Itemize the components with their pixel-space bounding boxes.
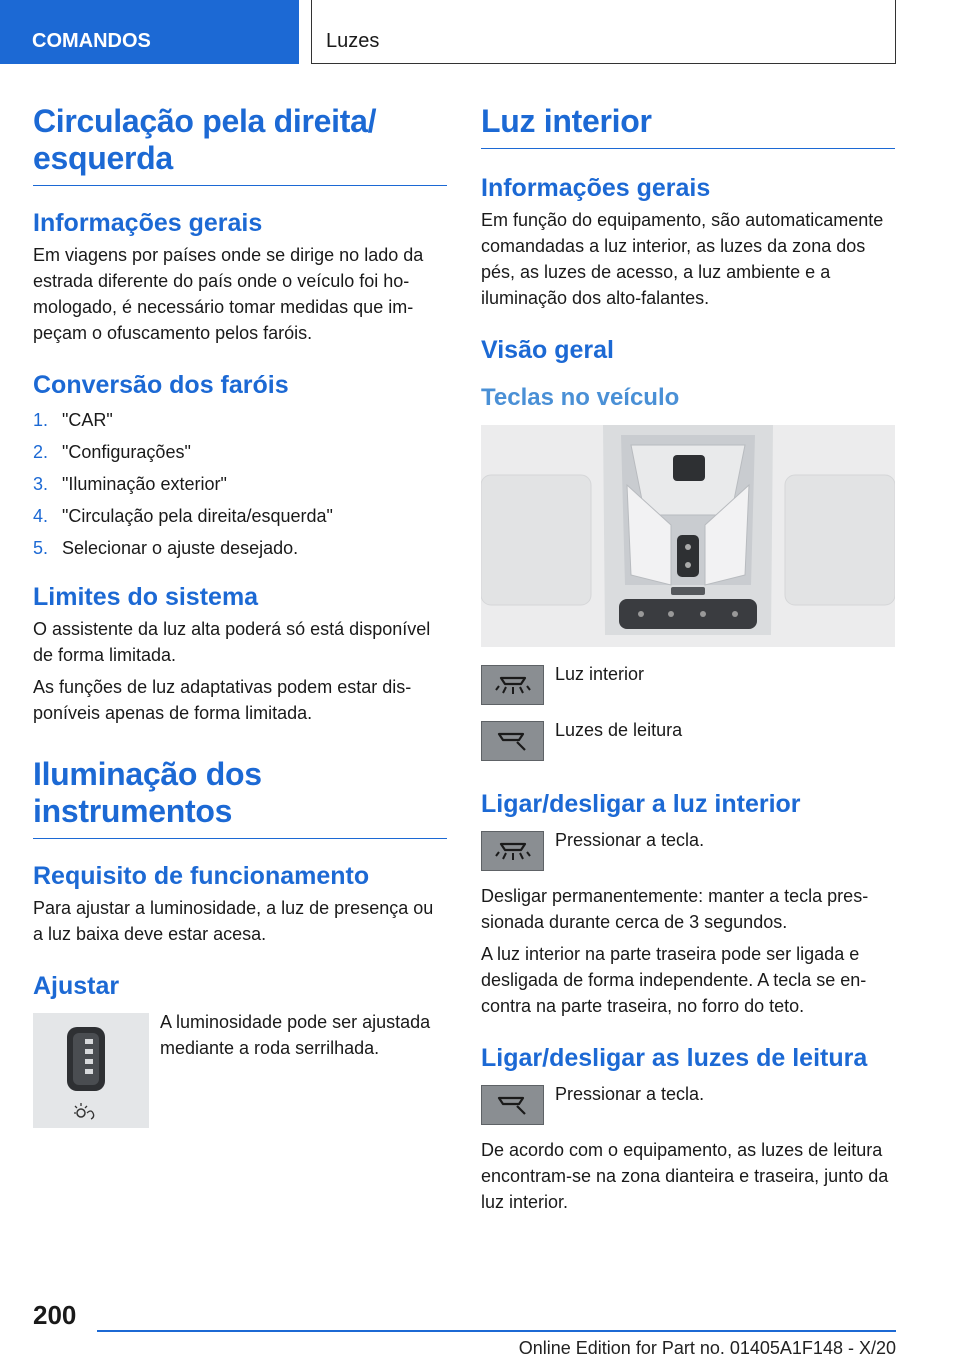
heading-visao-geral: Visão geral — [481, 336, 614, 364]
list-item: 1. "CAR" — [33, 410, 113, 430]
heading-ajustar: Ajustar — [33, 972, 120, 1000]
header-chapter-label: Luzes — [326, 30, 380, 52]
reading-light-key-icon — [481, 1085, 544, 1125]
paragraph-limites-2: As funções de luz adaptativas podem estar disponíveis apenas de forma limitada. — [33, 677, 412, 723]
paragraph-ajustar: A luminosidade pode ser ajustada mediante a roda serrilhada. — [160, 1012, 431, 1058]
heading-conversao: Conversão dos faróis — [33, 371, 289, 399]
ajustar-row — [33, 1013, 447, 1128]
paragraph-traseira: A luz interior na parte traseira pode ser ligada e desligada de forma independente. A tecla se encontra na parte traseira, no forro do teto. — [481, 944, 867, 1016]
press-row-interior — [481, 831, 895, 871]
header-chapter-tab — [311, 0, 896, 64]
heading-ligar-leitura: Ligar/desligar as luzes de leitura — [481, 1044, 868, 1072]
reading-light-key-icon — [481, 721, 544, 761]
header-section-tab — [0, 0, 299, 64]
heading-iluminacao: Iluminação dos instrumentos — [33, 756, 447, 839]
page-number: 200 — [33, 1300, 77, 1330]
footer-edition: Online Edition for Part no. 01405A1F148 - X/20 — [518, 1338, 896, 1358]
heading-teclas: Teclas no veículo — [481, 384, 680, 411]
overhead-console-image — [481, 425, 895, 647]
press-row-leitura — [481, 1085, 895, 1125]
key-row-luzes-leitura — [481, 721, 895, 761]
left-column — [33, 103, 447, 1128]
heading-luz-interior: Luz interior — [481, 103, 895, 149]
list-item: 2. "Configurações" — [33, 442, 191, 462]
heading-circulacao: Circulação pela direita/ esquerda — [33, 103, 447, 186]
brightness-wheel-icon — [33, 1013, 149, 1128]
interior-light-key-icon — [481, 831, 544, 871]
paragraph-acordo: De acordo com o equipamento, as luzes de leitura encontram-se na zona dianteira e traseira, junto da luz interior. — [481, 1140, 889, 1212]
list-item: 5. Selecionar o ajuste desejado. — [33, 538, 299, 558]
heading-informacoes-gerais-right: Informações gerais — [481, 174, 711, 202]
steps-list — [33, 404, 447, 564]
right-column — [481, 103, 895, 1221]
interior-light-key-icon — [481, 665, 544, 705]
heading-informacoes-gerais: Informações gerais — [33, 209, 263, 237]
heading-ligar-interior: Ligar/desligar a luz interior — [481, 790, 801, 818]
list-item: 3. "Iluminação exterior" — [33, 474, 227, 494]
footer-divider — [97, 1330, 896, 1332]
list-item: 4. "Circulação pela direita/esquerda" — [33, 506, 333, 526]
paragraph-informacoes-right: Em função do equipamento, são automaticamente comandadas a luz interior, as luzes da zona dos pés, as luzes de acesso, a luz ambiente e a iluminação dos alto-falantes. — [481, 210, 884, 308]
heading-limites: Limites do sistema — [33, 583, 259, 611]
key-row-luz-interior — [481, 665, 895, 705]
heading-requisito: Requisito de funcionamento — [33, 862, 370, 890]
header-section-label: COMANDOS — [32, 30, 151, 52]
key-label-luzes-leitura: Luzes de leitura — [555, 720, 683, 740]
paragraph-pressionar-1: Pressionar a tecla. — [555, 830, 705, 850]
paragraph-requisito: Para ajustar a luminosidade, a luz de presença ou a luz baixa deve estar acesa. — [33, 898, 434, 944]
key-label-luz-interior: Luz interior — [555, 664, 645, 684]
paragraph-pressionar-2: Pressionar a tecla. — [555, 1084, 705, 1104]
paragraph-desligar: Desligar permanentemente: manter a tecla pressionada durante cerca de 3 segundos. — [481, 886, 869, 932]
paragraph-limites-1: O assistente da luz alta poderá só está disponível de forma limitada. — [33, 619, 431, 665]
paragraph-informacoes: Em viagens por países onde se dirige no lado da estrada diferente do país onde o veículo foi homologado, é necessário tomar medidas que impeçam o ofuscamento pelos faróis. — [33, 245, 424, 343]
